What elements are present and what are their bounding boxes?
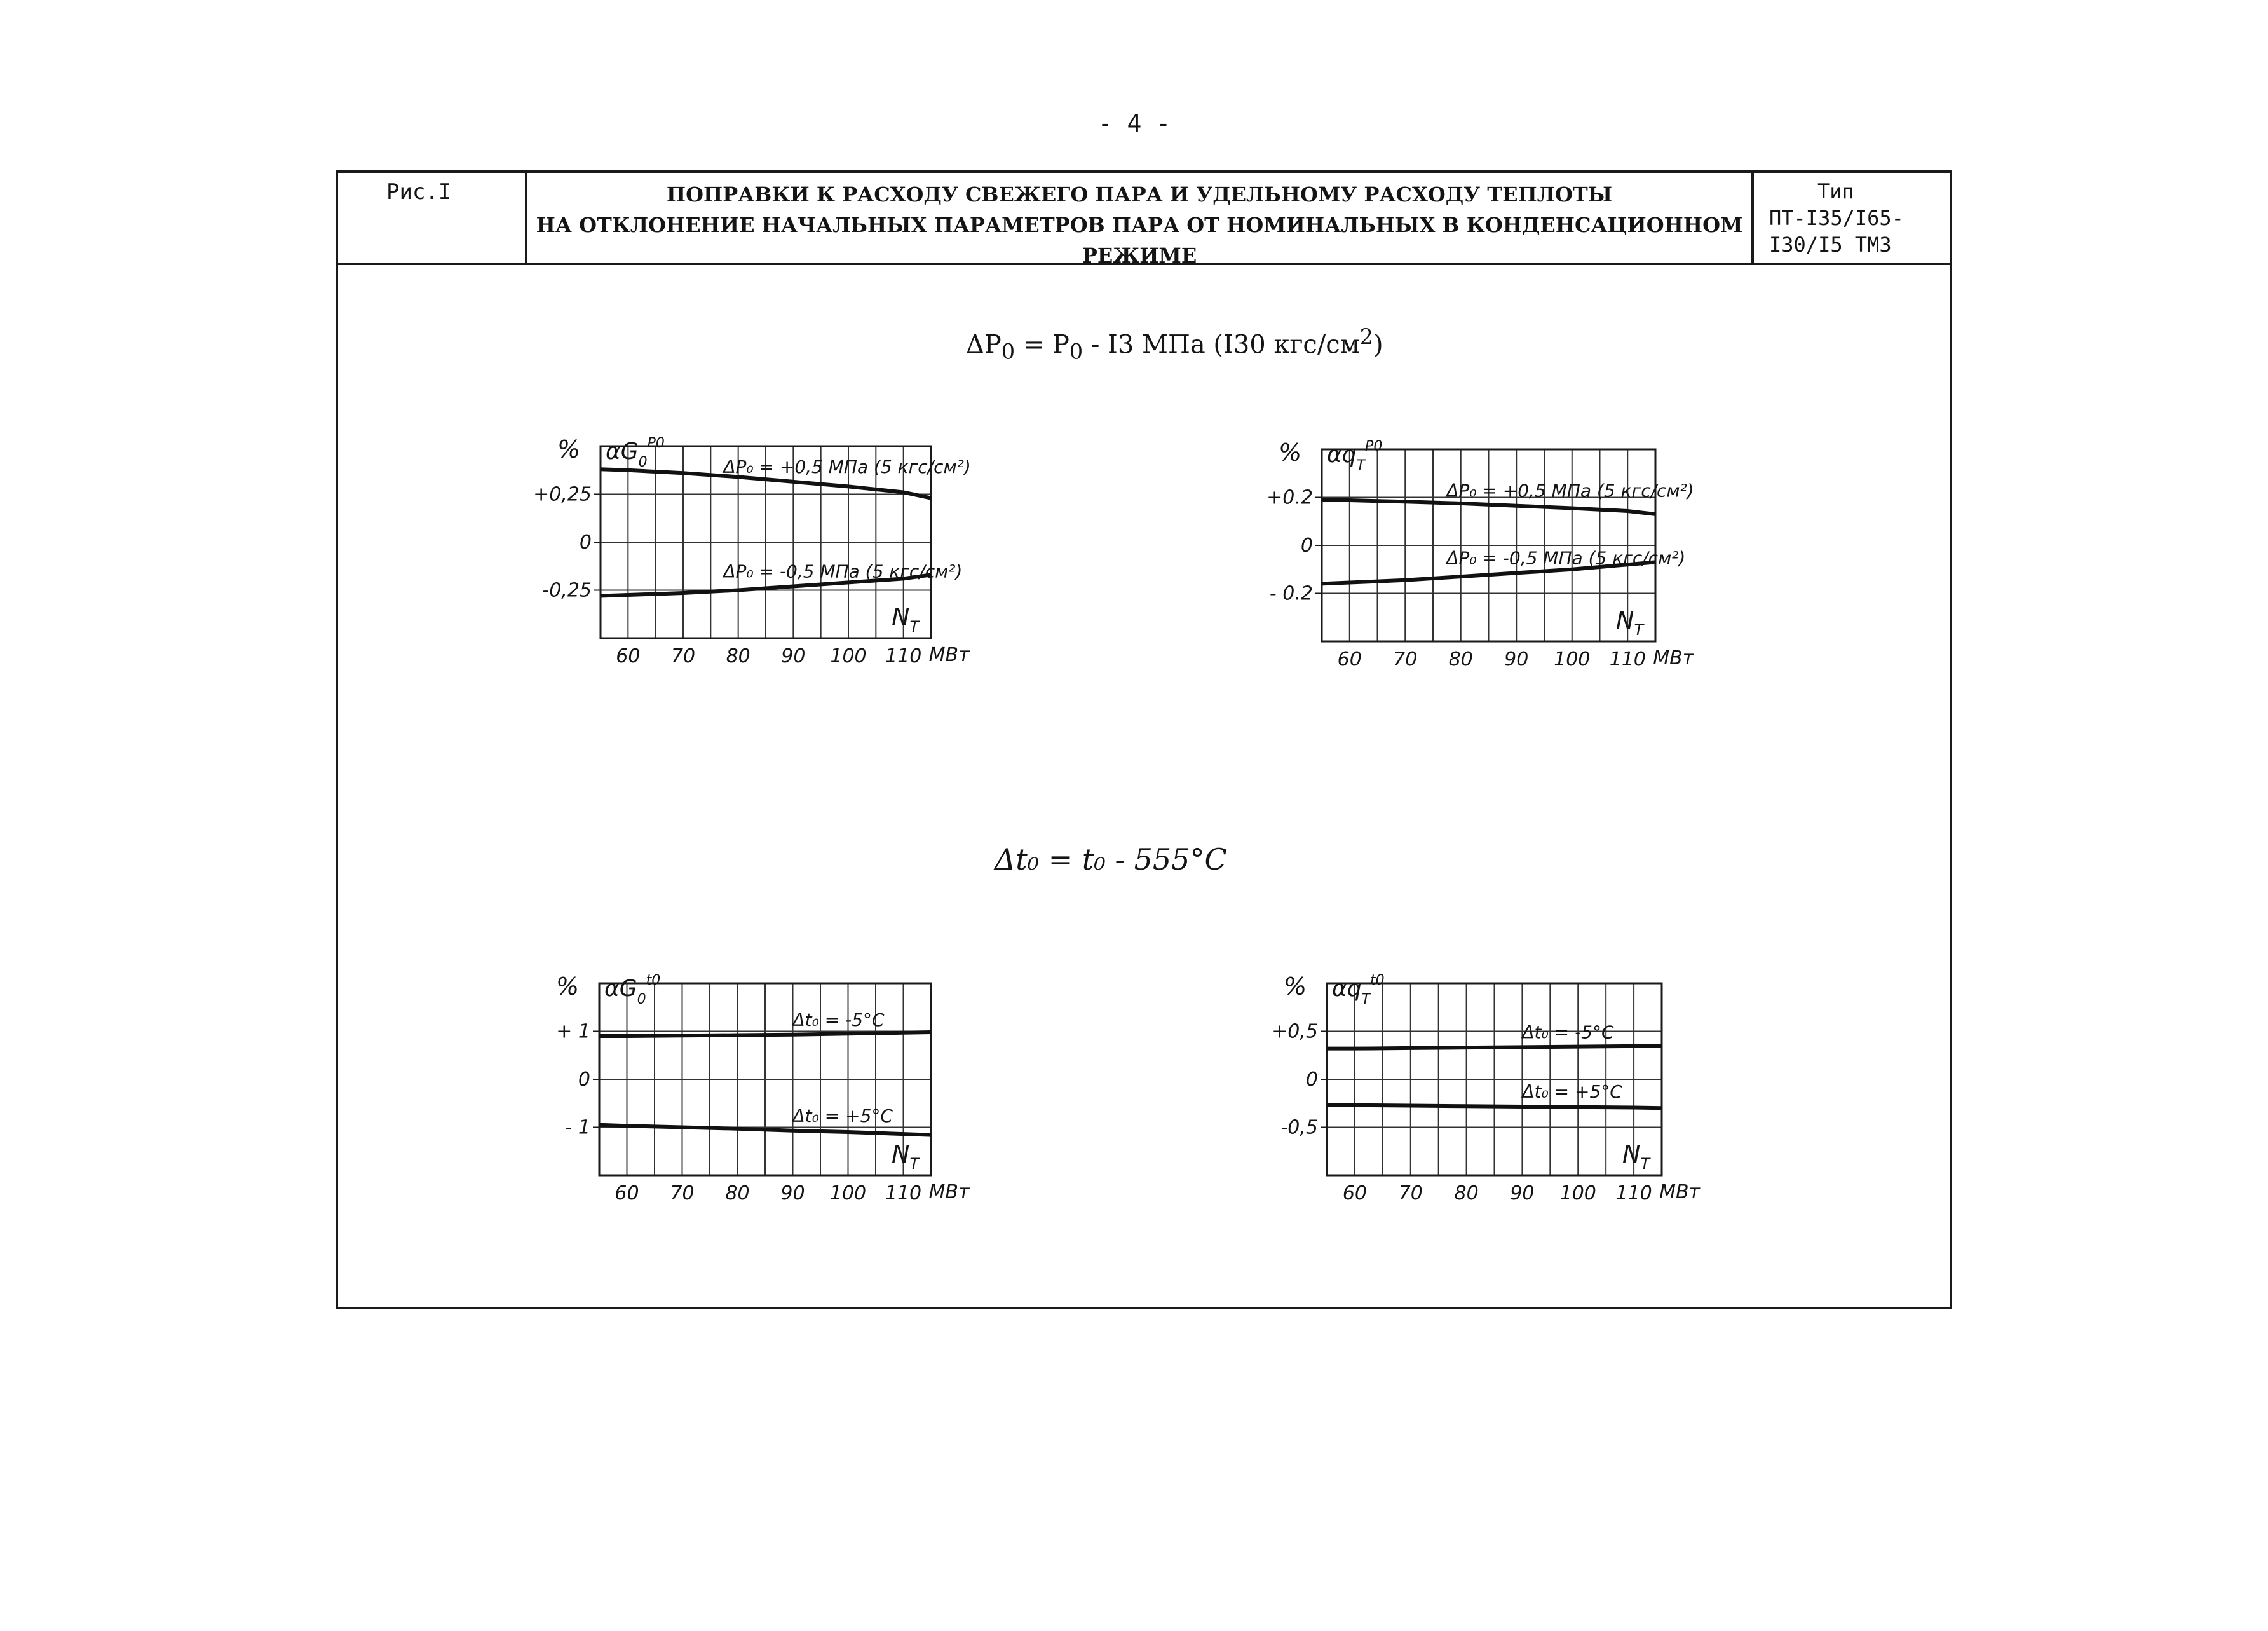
series-line bbox=[1327, 1105, 1662, 1109]
chart-3 bbox=[521, 957, 991, 1211]
figure-label: Рис.I bbox=[338, 173, 527, 263]
x-tick-label: 70 bbox=[1393, 648, 1418, 671]
y-tick-label: +0,25 bbox=[533, 483, 592, 506]
x-axis-label-sub: T bbox=[909, 1155, 920, 1173]
y-axis-label-sup: P0 bbox=[647, 435, 665, 451]
x-tick-label: 100 bbox=[829, 1182, 867, 1204]
y-tick-label: -0,25 bbox=[542, 579, 592, 602]
temperature-section-title: Δt₀ = t₀ - 555°C bbox=[995, 842, 1227, 877]
x-tick-label: 110 bbox=[885, 645, 922, 667]
figure-title bbox=[527, 173, 1754, 268]
x-tick-label: 60 bbox=[1337, 648, 1362, 671]
x-tick-label: 70 bbox=[1398, 1182, 1423, 1204]
y-axis-label: $\alpha G_0^{t0}$ bbox=[604, 972, 661, 1007]
formula-part-b: = P bbox=[1015, 330, 1069, 360]
y-tick-label: 0 bbox=[1300, 535, 1313, 557]
x-axis-label: $N_T$ bbox=[1616, 606, 1645, 639]
type-line-3: I30/I5 ТМЗ bbox=[1769, 233, 1892, 257]
formula-part-c: - I3 МПа (I30 кгс/см bbox=[1083, 330, 1360, 360]
y-axis-label: $\alpha q_T^{t0}$ bbox=[1332, 972, 1385, 1007]
series-label: ΔP₀ = +0,5 МПа (5 кгс/см²) bbox=[723, 456, 971, 477]
series-label: ΔP₀ = -0,5 МПа (5 кгс/см²) bbox=[1446, 547, 1686, 569]
turbine-type bbox=[1754, 173, 1950, 268]
x-tick-label: 70 bbox=[670, 1182, 695, 1204]
y-axis-percent: % bbox=[1283, 972, 1307, 1000]
x-tick-label: 80 bbox=[1454, 1182, 1479, 1204]
y-tick-label: 0 bbox=[579, 531, 592, 554]
x-tick-label: 80 bbox=[725, 1182, 750, 1204]
type-line-2: ПТ-I35/I65- bbox=[1769, 206, 1904, 230]
x-unit-label: МВт bbox=[1659, 1181, 1701, 1203]
x-tick-label: 60 bbox=[615, 1182, 639, 1204]
y-axis-label-sub: T bbox=[1356, 458, 1366, 474]
chart-4 bbox=[1252, 957, 1722, 1211]
y-tick-label: + 1 bbox=[556, 1020, 590, 1043]
formula-sup: 2 bbox=[1359, 324, 1374, 349]
x-tick-label: 110 bbox=[1609, 648, 1646, 671]
x-tick-label: 100 bbox=[1554, 648, 1591, 671]
page-number: - 4 - bbox=[1097, 109, 1171, 137]
x-axis-label-sub: T bbox=[909, 618, 920, 636]
y-tick-label: +0,5 bbox=[1272, 1020, 1318, 1043]
y-axis-percent: % bbox=[557, 435, 581, 463]
y-tick-label: 0 bbox=[1305, 1068, 1318, 1091]
x-axis-label: $N_T$ bbox=[892, 1140, 920, 1173]
x-axis-label: $N_T$ bbox=[1622, 1140, 1651, 1173]
series-label: Δt₀ = +5°C bbox=[792, 1105, 893, 1126]
x-tick-label: 110 bbox=[885, 1182, 922, 1204]
x-tick-label: 60 bbox=[1342, 1182, 1368, 1204]
x-unit-label: МВт bbox=[928, 644, 970, 666]
y-axis-label-sup: P0 bbox=[1365, 439, 1383, 454]
y-tick-label: - 1 bbox=[565, 1116, 590, 1139]
y-tick-label: -0,5 bbox=[1280, 1116, 1318, 1139]
x-unit-label: МВт bbox=[928, 1181, 970, 1203]
x-tick-label: 100 bbox=[830, 645, 867, 667]
chart-2 bbox=[1246, 423, 1716, 677]
y-axis-percent: % bbox=[555, 972, 580, 1000]
y-axis-label-sup: t0 bbox=[1370, 972, 1385, 988]
x-tick-label: 70 bbox=[670, 645, 696, 667]
x-unit-label: МВт bbox=[1653, 647, 1694, 669]
x-tick-label: 90 bbox=[780, 1182, 805, 1204]
y-axis-label-sub: 0 bbox=[637, 992, 646, 1007]
chart-1 bbox=[521, 420, 991, 674]
formula-sub-1: 0 bbox=[1001, 339, 1015, 364]
title-line-2: НА ОТКЛОНЕНИЕ НАЧАЛЬНЫХ ПАРАМЕТРОВ ПАРА ОТ НОМИНАЛЬНЫХ В КОНДЕНСАЦИОННОМ РЕЖИМЕ bbox=[536, 213, 1743, 268]
series-label: Δt₀ = -5°C bbox=[792, 1009, 885, 1030]
series-label: ΔP₀ = -0,5 МПа (5 кгс/см²) bbox=[723, 561, 963, 582]
x-tick-label: 100 bbox=[1559, 1182, 1596, 1204]
x-tick-label: 80 bbox=[726, 645, 750, 667]
x-tick-label: 110 bbox=[1615, 1182, 1652, 1204]
x-tick-label: 90 bbox=[781, 645, 806, 667]
series-label: Δt₀ = -5°C bbox=[1522, 1021, 1614, 1043]
y-tick-label: - 0.2 bbox=[1269, 582, 1313, 605]
pressure-section-title bbox=[966, 324, 1383, 364]
series-label: ΔP₀ = +0,5 МПа (5 кгс/см²) bbox=[1446, 480, 1694, 502]
x-axis-label-sub: T bbox=[1634, 621, 1644, 639]
x-axis-label-sub: T bbox=[1640, 1155, 1650, 1173]
x-tick-label: 90 bbox=[1510, 1182, 1535, 1204]
x-tick-label: 90 bbox=[1504, 648, 1529, 671]
header-row bbox=[338, 173, 1950, 268]
y-axis-label: $\alpha q_T^{P0}$ bbox=[1327, 439, 1383, 474]
y-tick-label: 0 bbox=[578, 1068, 590, 1091]
formula-part-a: ΔP bbox=[966, 330, 1002, 360]
x-tick-label: 80 bbox=[1448, 648, 1473, 671]
formula-part-d: ) bbox=[1373, 330, 1383, 360]
x-tick-label: 60 bbox=[616, 645, 641, 667]
x-axis-label: $N_T$ bbox=[892, 603, 920, 636]
y-tick-label: +0.2 bbox=[1266, 486, 1313, 509]
type-line-1: Тип bbox=[1817, 179, 1854, 203]
y-axis-percent: % bbox=[1278, 439, 1302, 467]
series-line bbox=[1327, 1046, 1662, 1049]
y-axis-label-sub: T bbox=[1361, 992, 1371, 1007]
title-line-1: ПОПРАВКИ К РАСХОДУ СВЕЖЕГО ПАРА И УДЕЛЬНОМУ РАСХОДУ ТЕПЛОТЫ bbox=[666, 182, 1613, 207]
y-axis-label: $\alpha G_0^{P0}$ bbox=[606, 435, 665, 470]
y-axis-label-sub: 0 bbox=[638, 454, 648, 470]
series-label: Δt₀ = +5°C bbox=[1522, 1081, 1622, 1103]
y-axis-label-sup: t0 bbox=[646, 972, 661, 988]
formula-sub-2: 0 bbox=[1069, 339, 1083, 364]
